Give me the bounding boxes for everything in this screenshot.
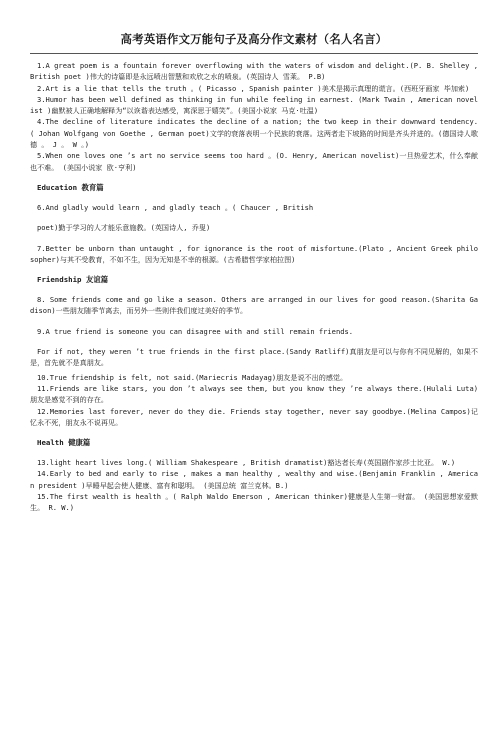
quote-9: 9.A true friend is someone you can disagree with and still remain friends.: [37, 326, 354, 336]
quote-8: 8. Some friends come and go like a season. Others are arranged in our lives for good reason.(Sharita Gadison)一些朋友随季节离去，而另外一些则伴我们度过美好的季节。: [30, 295, 478, 316]
quote-2: 2.Art is a lie that tells the truth 。( Picasso , Spanish painter )美术是揭示真理的谎言。(西班牙画家 毕加索): [37, 83, 470, 93]
quote-5: 5.When one loves one ’s art no service seems too hard 。(O. Henry, American novelist)一旦热爱艺术，什么奉献也不难。 (美国小说家 欧·亨利): [30, 151, 478, 172]
quote-10: 10.True friendship is felt, not said.(Mariecris Madayag)朋友是说不出的感觉。: [37, 372, 348, 382]
quote-9-continued: For if not, they weren ’t true friends in the first place.(Sandy Ratliff)真朋友是可以与你有不同见解的，如果不是，首先就不是真朋友。: [30, 347, 478, 368]
quote-11: 11.Friends are like stars, you don ’t always see them, but you know they ’re always there.(Hulali Luta)朋友是感觉不到的存在。: [30, 383, 478, 405]
quote-6-line-1: 6.And gladly would learn , and gladly teach 。( Chaucer , British: [37, 202, 314, 212]
quote-13: 13.light heart lives long.( William Shakespeare , British dramatist)豁达者长寿(英国剧作家莎士比亚。 W.): [37, 458, 456, 468]
quote-6-line-2: poet)勤于学习的人才能乐意施教。(英国诗人, 乔叟): [37, 223, 211, 233]
quote-1: 1.A great poem is a fountain forever overflowing with the waters of wisdom and delight.(P. B. Shelley , British poet )伟大的诗篇即是永远喷出智慧和欢欣之水的喷泉。(英国诗人 雪莱。 P.B): [30, 61, 478, 82]
quote-4: 4.The decline of literature indicates the decline of a nation; the two keep in their downward tendency.( Johan Wolfgang von Goethe , German poet)文学的衰落表明一个民族的衰落。这两者走下坡路的时间是齐头并进的。(德国诗人歌德 。 J 。 W 。): [30, 117, 478, 150]
title-divider: [30, 53, 478, 54]
quote-12: 12.Memories last forever, never do they die. Friends stay together, never say goodbye.(Melina Campos)记忆永不死，朋友永不说再见。: [30, 406, 478, 427]
document-title: 高考英语作文万能句子及高分作文素材（名人名言）: [120, 33, 388, 46]
section-heading-education: Education 教育篇: [37, 182, 104, 192]
section-heading-friendship: Friendship 友谊篇: [37, 275, 109, 285]
quote-3: 3.Humor has been well defined as thinking in fun while feeling in earnest. (Mark Twain , American novelist )幽默被人正确地解释为“以诙谐表达感受，寓深思于嬉笑”。(美国小说家 马克·吐温): [30, 94, 478, 116]
section-heading-health: Health 健康篇: [37, 438, 91, 448]
quote-14: 14.Early to bed and early to rise , makes a man healthy , wealthy and wise.(Benjamin Franklin , American president )早睡早起会使人健康、富有和聪明。 (美国总统 富兰克林。B.): [30, 469, 478, 490]
document-page: [0, 31, 496, 733]
quote-7: 7.Better be unborn than untaught , for ignorance is the root of misfortune.(Plato , Ancient Greek philosopher)与其不受教育，不如不生，因为无知是不幸的根源。(古希腊哲学家柏拉图): [30, 243, 478, 264]
quote-15: 15.The first wealth is health 。( Ralph Waldo Emerson , American thinker)健康是人生第一财富。 (美国思想家爱默生。 R. W.): [30, 492, 478, 513]
